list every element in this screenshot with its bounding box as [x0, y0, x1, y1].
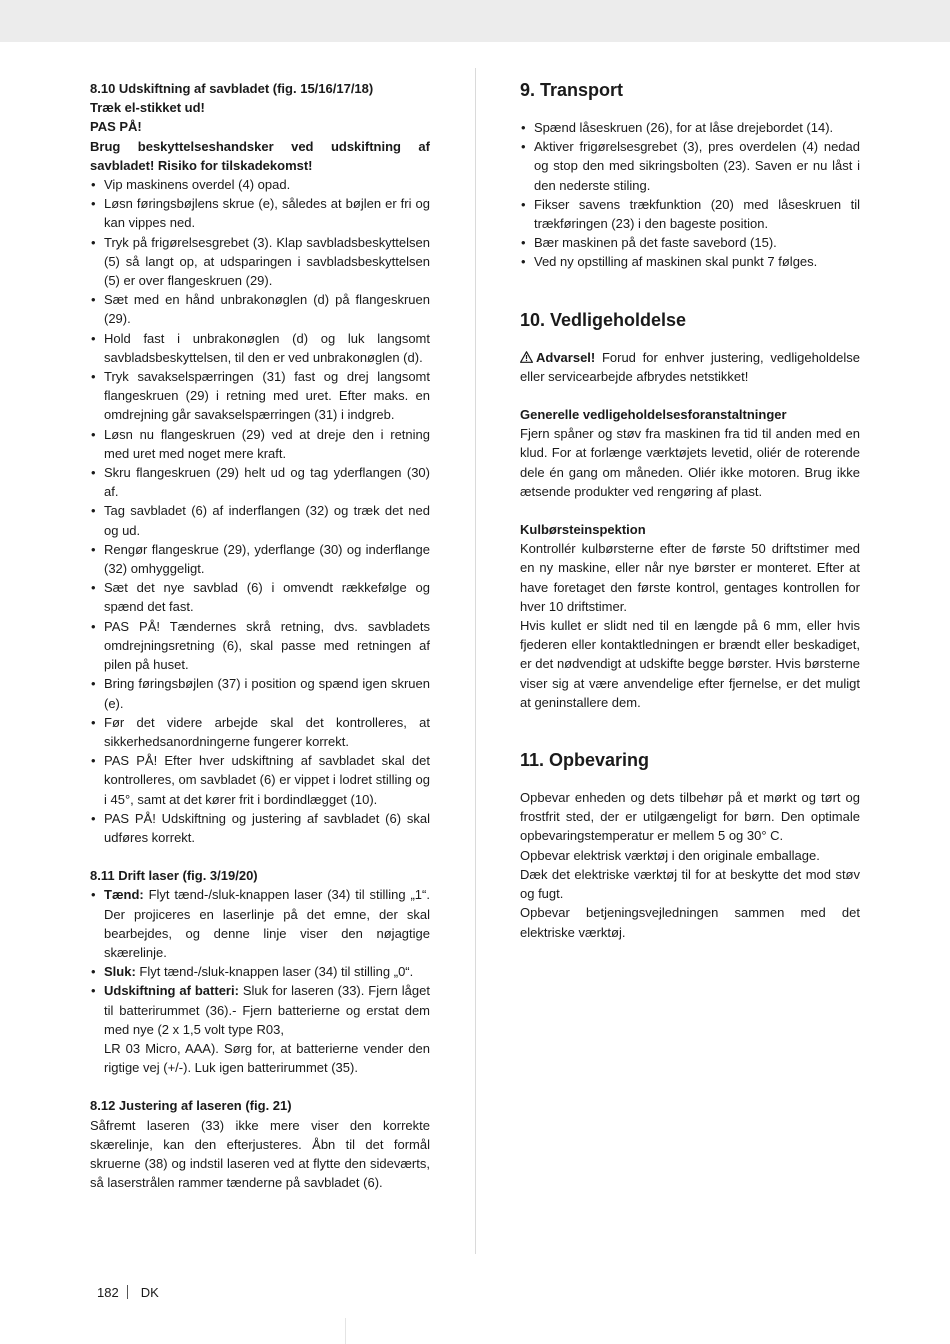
- section-9: [520, 79, 860, 272]
- list-item: • Hold fast i unbrakonøglen (d) og luk langsomt savbladsbeskyttelsen, til den er ved unbrakonøglen (d).: [90, 329, 430, 367]
- list-item: • Tag savbladet (6) af inderflangen (32) og træk det ned og ud.: [90, 501, 430, 539]
- section-title: 8.10 Udskiftning af savbladet (fig. 15/16/17/18): [90, 81, 374, 96]
- warning-line: Brug beskyttelseshandsker ved udskiftning af savbladet! Risiko for tilskadekomst!: [90, 138, 430, 173]
- footer-separator: [127, 1285, 128, 1299]
- subheading: Generelle vedligeholdelsesforanstaltninger: [520, 407, 787, 423]
- subheading: Kulbørsteinspektion: [520, 522, 646, 538]
- transport-list: [520, 118, 860, 272]
- paragraph: Dæk det elektriske værktøj til for at beskytte det mod støv og fugt.: [520, 866, 860, 902]
- list-item: • Sæt med en hånd unbrakonøglen (d) på flangeskruen (29).: [90, 290, 430, 328]
- item-label: Tænd:: [104, 887, 144, 903]
- list-item: • PAS PÅ! Udskiftning og justering af savbladet (6) skal udføres korrekt.: [90, 809, 430, 847]
- warning-label: Advarsel!: [536, 349, 596, 365]
- section-11: [520, 749, 860, 942]
- list-item: • Før det videre arbejde skal det kontrolleres, at sikkerhedsanordningerne fungerer korrekt.: [90, 713, 430, 751]
- paragraph: Såfremt laseren (33) ikke mere viser den korrekte skærelinje, kan den efterjusteres. Åbn til det formål skruerne (38) og indstil laseren ved at flytte den sideværts, så laserstrålen rammer tænderne på savbladet (6).: [90, 1117, 430, 1191]
- list-item: [90, 981, 430, 1077]
- section-heading: 10. Vedligeholdelse: [520, 309, 687, 330]
- right-column: [520, 79, 860, 942]
- page-number: 182: [97, 1285, 119, 1300]
- list-item: • Aktiver frigørelsesgrebet (3), pres overdelen (4) nedad og stop den med sikringsbolten (23). Saven er nu låst i den nederste stiling.: [520, 137, 860, 195]
- section-heading: 11. Opbevaring: [520, 750, 650, 771]
- warning-paragraph: [520, 348, 860, 386]
- list-item: • Fikser savens trækfunktion (20) med låseskruen til trækføringen (23) i den bageste position.: [520, 195, 860, 233]
- list-item: • Rengør flangeskrue (29), yderflange (30) og inderflange (32) omhyggeligt.: [90, 540, 430, 578]
- footer-mark: [345, 1318, 346, 1344]
- list-item: • Ved ny opstilling af maskinen skal punkt 7 følges.: [520, 252, 860, 271]
- section-10: [520, 309, 860, 712]
- steps-list: [90, 175, 430, 847]
- item-text-continued: LR 03 Micro, AAA). Sørg for, at batterierne vender den rigtige vej (+/-). Luk igen batterirummet (35).: [104, 1040, 430, 1076]
- language-code: DK: [140, 1285, 159, 1300]
- paragraph: Opbevar betjeningsvejledningen sammen med det elektriske værktøj.: [520, 905, 860, 940]
- item-text: Sluk for laseren (33). Fjern låget til batterirummet (36).- Fjern batterierne og erstat dem med nye (2 x 1,5 volt type R03,: [104, 983, 430, 1037]
- list-item: • Skru flangeskruen (29) helt ud og tag yderflangen (30) af.: [90, 463, 430, 501]
- section-8-12: [90, 1096, 430, 1192]
- item-text: Flyt tænd-/sluk-knappen laser (34) til stilling „0“.: [139, 964, 414, 980]
- section-title: 8.12 Justering af laseren (fig. 21): [90, 1098, 292, 1114]
- laser-list: [90, 885, 430, 1077]
- section-title: 8.11 Drift laser (fig. 3/19/20): [90, 868, 258, 884]
- paragraph: Opbevar enheden og dets tilbehør på et mørkt og tørt og frostfrit sted, der er utilgængeligt for børn. Den optimale opbevaringstemperatur er mellem 5 og 30° C.: [520, 790, 860, 844]
- top-bar: [0, 0, 950, 42]
- left-column: [90, 79, 430, 1192]
- list-item: • Bring føringsbøjlen (37) i position og spænd igen skruen (e).: [90, 674, 430, 712]
- list-item: [90, 885, 430, 962]
- list-item: • Tryk på frigørelsesgrebet (3). Klap savbladsbeskyttelsen (5) så langt op, at udsparingen i savbladsbeskyttelsen (5) er over flangeskruen (29).: [90, 233, 430, 291]
- page-footer: [97, 1283, 159, 1302]
- warning-text: Forud for enhver justering, vedligeholdelse eller servicearbejde afbrydes netstikket!: [520, 349, 860, 384]
- warning-line: Træk el-stikket ud!: [90, 100, 205, 116]
- paragraph: Kontrollér kulbørsterne efter de første 50 driftstimer med en ny maskine, eller når nye børster er monteret. Efter at have foretaget den første kontrol, gentages kontrollen for hver 10 driftstimer.: [520, 541, 860, 614]
- paragraph: Hvis kullet er slidt ned til en længde på 6 mm, eller hvis fjederen eller kontaktledningen er brændt eller beskadiget, er det nødvendigt at udskifte begge børster. Hvis børsterne viser sig at være anvendelige efter fjernelse, er det muligt at geninstallere dem.: [520, 618, 860, 710]
- list-item: • Sæt det nye savblad (6) i omvendt rækkefølge og spænd det fast.: [90, 578, 430, 616]
- section-8-10: [90, 79, 430, 847]
- warning-icon: [520, 349, 533, 361]
- list-item: • Løsn føringsbøjlens skrue (e), således at bøjlen er fri og kan vippes ned.: [90, 194, 430, 232]
- list-item: • PAS PÅ! Tændernes skrå retning, dvs. savbladets omdrejningsretning (6), skal passe med retningen af pilen på huset.: [90, 617, 430, 675]
- list-item: [90, 962, 430, 981]
- section-heading: 9. Transport: [520, 80, 624, 100]
- list-item: • PAS PÅ! Efter hver udskiftning af savbladet skal det kontrolleres, om savbladet (6) er vippet i lodret stilling og i 45°, samt at det kører frit i bordindlægget (10).: [90, 751, 430, 809]
- item-text: Flyt tænd-/sluk-knappen laser (34) til stilling „1“. Der projiceres en laserlinje på det emne, der skal bearbejdes, og denne linje viser den nøjagtige skærelinje.: [104, 887, 430, 960]
- warning-line: PAS PÅ!: [90, 119, 142, 135]
- paragraph: Fjern spåner og støv fra maskinen fra tid til anden med en klud. For at forlænge værktøjets levetid, oliér de roterende dele én gang om måneden. Oliér ikke motoren. Brug ikke ætsende produkter ved rengøring af plast.: [520, 426, 860, 499]
- item-label: Udskiftning af batteri:: [104, 983, 239, 999]
- section-8-11: [90, 866, 430, 1077]
- column-divider: [475, 68, 476, 1254]
- list-item: • Bær maskinen på det faste savebord (15).: [520, 233, 860, 252]
- item-label: Sluk:: [104, 964, 136, 980]
- list-item: • Løsn nu flangeskruen (29) ved at dreje den i retning med uret med noget mere kraft.: [90, 425, 430, 463]
- paragraph: Opbevar elektrisk værktøj i den originale emballage.: [520, 847, 820, 863]
- list-item: • Vip maskinens overdel (4) opad.: [90, 175, 430, 194]
- list-item: • Spænd låseskruen (26), for at låse drejebordet (14).: [520, 118, 860, 137]
- list-item: • Tryk savakselspærringen (31) fast og drej langsomt flangeskruen (29) i retning med uret. Efter maks. en omdrejning går savakselspærringen (31) i indgreb.: [90, 367, 430, 425]
